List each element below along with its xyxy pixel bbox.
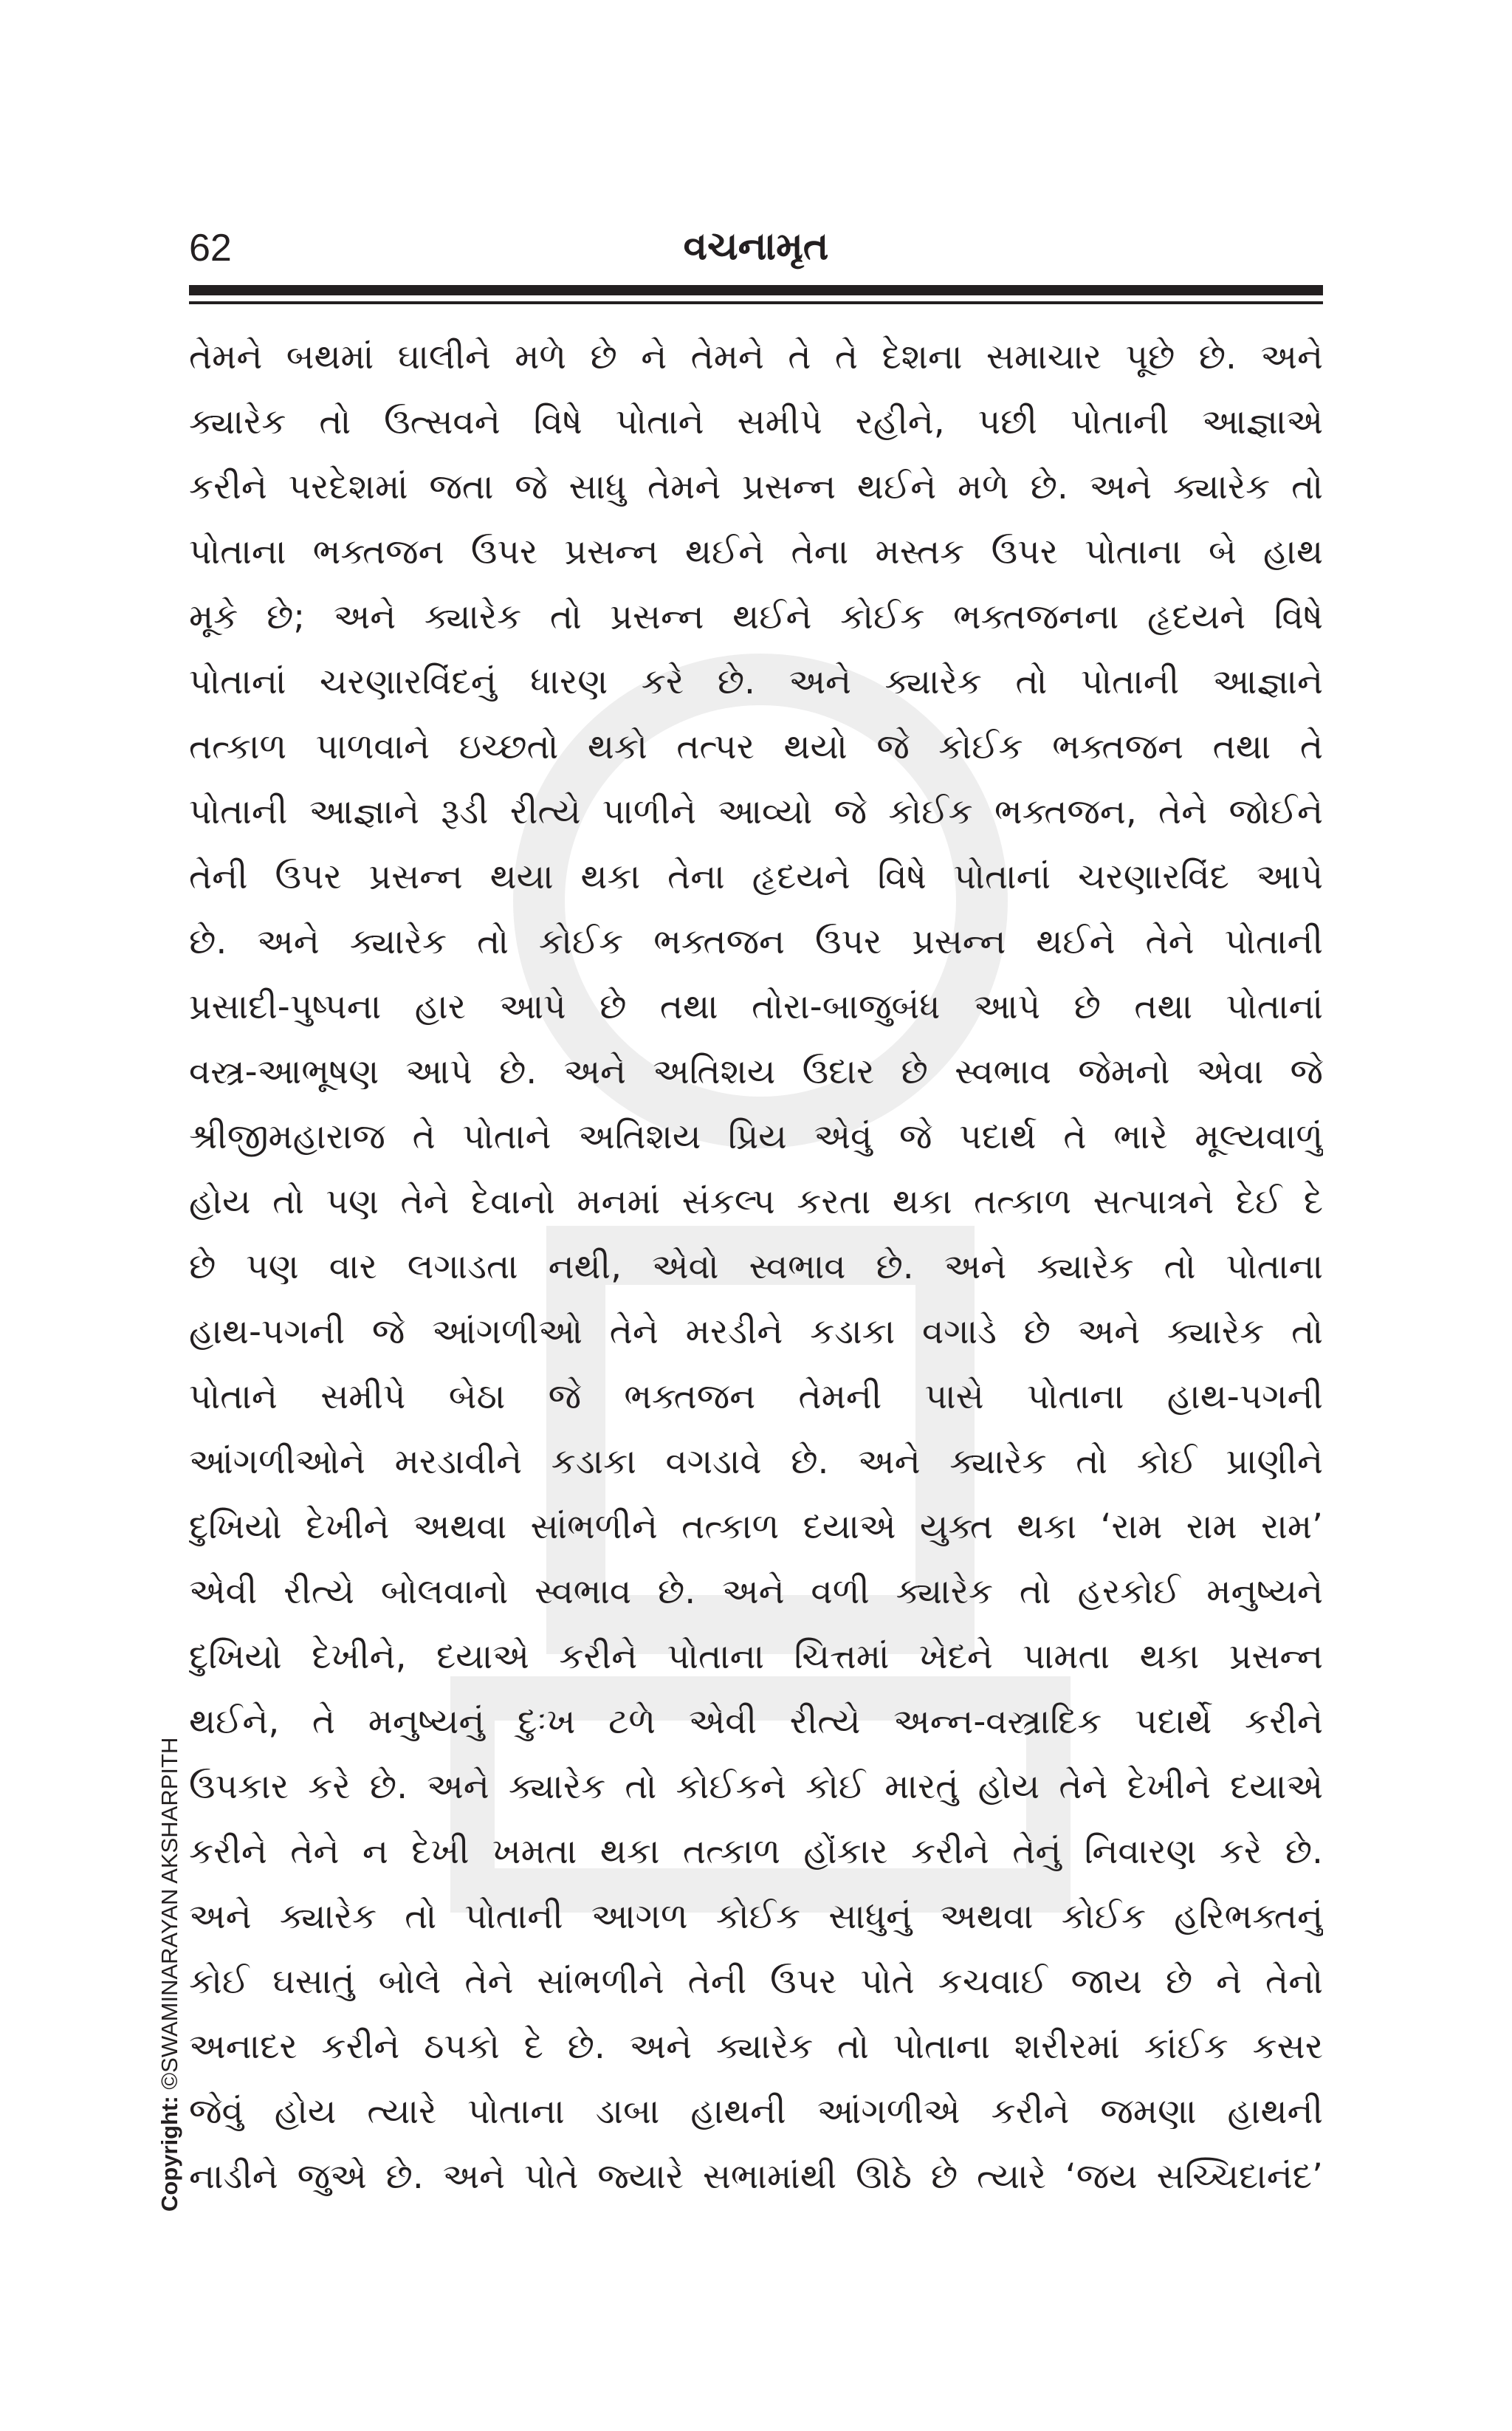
header-rule-thin (189, 301, 1323, 304)
text-line: એવી રીત્યે બોલવાનો સ્વભાવ છે. અને વળી ક્યારેક તો હરકોઈ મનુષ્યને (189, 1571, 1323, 1612)
text-line: કરીને તેને ન દેખી ખમતા થકા તત્કાળ હોંકાર કરીને તેનું નિવારણ કરે છે. (189, 1831, 1323, 1872)
text-line: શ્રીજીમહારાજ તે પોતાને અતિશય પ્રિય એવું જે પદાર્થ તે ભારે મૂલ્યવાળું (189, 1117, 1323, 1157)
text-line: અને ક્યારેક તો પોતાની આગળ કોઈક સાધુનું અથવા કોઈક હરિભક્તનું (189, 1896, 1323, 1937)
text-line: છે પણ વાર લગાડતા નથી, એવો સ્વભાવ છે. અને ક્યારેક તો પોતાના (189, 1247, 1323, 1287)
copyright-text: ©SWAMINARAYAN AKSHARPITH (157, 1737, 182, 2090)
text-line: તેની ઉપર પ્રસન્ન થયા થકા તેના હૃદયને વિષે પોતાનાં ચરણારવિંદ આપે (189, 857, 1323, 897)
text-line: પોતાને સમીપે બેઠા જે ભક્તજન તેમની પાસે પોતાના હાથ-પગની (189, 1376, 1323, 1417)
text-line: પોતાનાં ચરણારવિંદનું ધારણ કરે છે. અને ક્યારેક તો પોતાની આજ્ઞાને (189, 662, 1323, 702)
text-line: તેમને બથમાં ઘાલીને મળે છે ને તેમને તે તે દેશના સમાચાર પૂછે છે. અને (189, 337, 1323, 377)
text-line: વસ્ત્ર-આભૂષણ આપે છે. અને અતિશય ઉદાર છે સ્વભાવ જેમનો એવા જે (189, 1052, 1323, 1092)
text-line: અનાદર કરીને ઠપકો દે છે. અને ક્યારેક તો પોતાના શરીરમાં કાંઈક કસર (189, 2026, 1323, 2067)
text-line: હોય તો પણ તેને દેવાનો મનમાં સંકલ્પ કરતા થકા તત્કાળ સત્પાત્રને દેઈ દે (189, 1182, 1323, 1222)
copyright-notice (157, 1738, 183, 2212)
text-line: કરીને પરદેશમાં જતા જે સાધુ તેમને પ્રસન્ન થઈને મળે છે. અને ક્યારેક તો (189, 467, 1323, 507)
text-line: છે. અને ક્યારેક તો કોઈક ભક્તજન ઉપર પ્રસન્ન થઈને તેને પોતાની (189, 922, 1323, 962)
header-rule-thick (189, 285, 1323, 295)
text-line: નાડીને જુએ છે. અને પોતે જ્યારે સભામાંથી ઊઠે છે ત્યારે ‘જય સચ્ચિદાનંદ’ (189, 2156, 1323, 2197)
text-line: જેવું હોય ત્યારે પોતાના ડાબા હાથની આંગળીએ કરીને જમણા હાથની (189, 2091, 1323, 2132)
page-number: 62 (189, 227, 232, 270)
text-line: ઉપકાર કરે છે. અને ક્યારેક તો કોઈકને કોઈ મારતું હોય તેને દેખીને દયાએ (189, 1766, 1323, 1807)
text-line: આંગળીઓને મરડાવીને કડાકા વગડાવે છે. અને ક્યારેક તો કોઈ પ્રાણીને (189, 1441, 1323, 1482)
text-line: થઈને, તે મનુષ્યનું દુઃખ ટળે એવી રીત્યે અન્ન-વસ્ત્રાદિક પદાર્થે કરીને (189, 1701, 1323, 1742)
copyright-label: Copyright: (157, 2096, 182, 2212)
text-line: પ્રસાદી-પુષ્પના હાર આપે છે તથા તોરા-બાજુબંધ આપે છે તથા પોતાનાં (189, 987, 1323, 1027)
running-head-title: વચનામૃત (683, 224, 829, 269)
text-line: કોઈ ઘસાતું બોલે તેને સાંભળીને તેની ઉપર પોતે કચવાઈ જાય છે ને તેનો (189, 1961, 1323, 2002)
text-line: મૂકે છે; અને ક્યારેક તો પ્રસન્ન થઈને કોઈક ભક્તજનના હૃદયને વિષે (189, 597, 1323, 637)
text-line: ક્યારેક તો ઉત્સવને વિષે પોતાને સમીપે રહીને, પછી પોતાની આજ્ઞાએ (189, 402, 1323, 442)
text-line: પોતાની આજ્ઞાને રૂડી રીત્યે પાળીને આવ્યો જે કોઈક ભક્તજન, તેને જોઈને (189, 792, 1323, 832)
text-line: તત્કાળ પાળવાને ઇચ્છતો થકો તત્પર થયો જે કોઈક ભક્તજન તથા તે (189, 727, 1323, 767)
body-text (189, 325, 1323, 2209)
text-line: પોતાના ભક્તજન ઉપર પ્રસન્ન થઈને તેના મસ્તક ઉપર પોતાના બે હાથ (189, 532, 1323, 572)
text-line: દુખિયો દેખીને, દયાએ કરીને પોતાના ચિત્તમાં ખેદને પામતા થકા પ્રસન્ન (189, 1636, 1323, 1677)
text-line: દુખિયો દેખીને અથવા સાંભળીને તત્કાળ દયાએ યુક્ત થકા ‘રામ રામ રામ’ (189, 1506, 1323, 1547)
text-line: હાથ-પગની જે આંગળીઓ તેને મરડીને કડાકા વગાડે છે અને ક્યારેક તો (189, 1311, 1323, 1352)
